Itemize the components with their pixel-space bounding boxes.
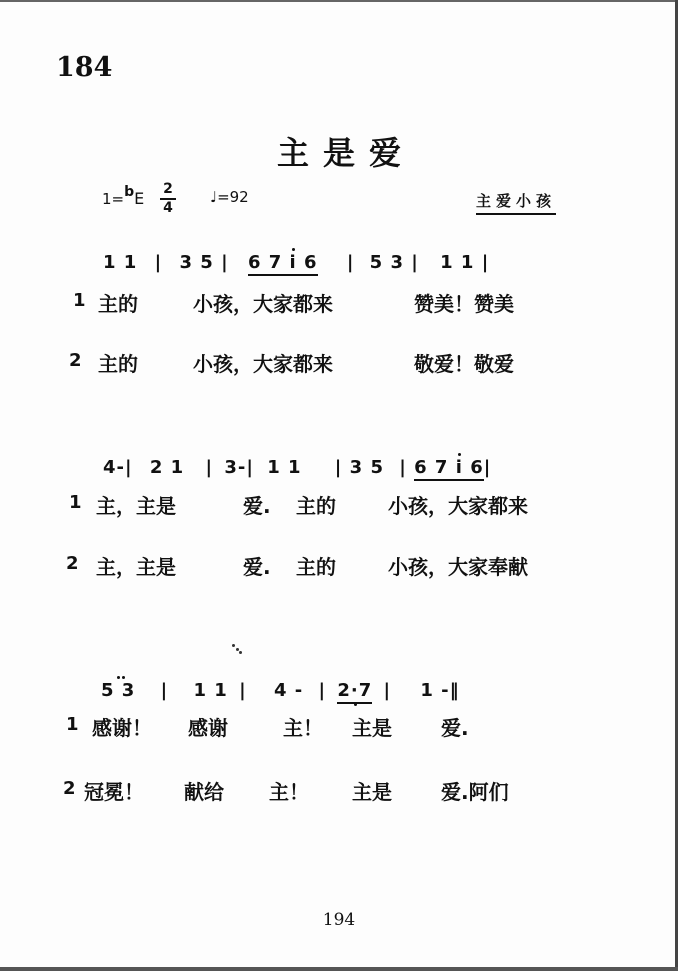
author-credit: 主爱小孩 [476, 190, 556, 215]
note-high: i [289, 252, 297, 273]
lyric: 赞美！赞美 [414, 292, 514, 316]
key-flat: b [124, 184, 135, 200]
note-group: 1 - [420, 680, 450, 701]
page-edge-bottom [0, 967, 678, 971]
lyric: 感谢！ [92, 716, 152, 740]
note-pair: 6 7 [247, 252, 283, 273]
barline: | [221, 252, 229, 273]
hymn-number: 184 [56, 52, 113, 83]
key-signature [102, 186, 144, 208]
barline: | [160, 680, 169, 701]
notes-system1 [103, 252, 489, 273]
lyric: 主，主是 [96, 555, 176, 579]
tempo-marking: ♩=92 [210, 188, 249, 206]
notes-system2 [103, 457, 491, 478]
lyric: 小孩，大家奉献 [388, 555, 528, 579]
note-high: i [455, 457, 463, 478]
verse-number: 2 [63, 778, 76, 799]
lyric: 冠冕！ [84, 780, 144, 804]
verse-number: 1 [66, 714, 79, 735]
lyric: 爱. [243, 494, 271, 518]
note-group-dotted-low: 2·7 [337, 680, 373, 701]
note-group: 1 1 [193, 680, 228, 701]
hymn-title: 主是爱 [276, 134, 415, 172]
barline: | [411, 252, 419, 273]
barline: | [246, 457, 254, 478]
lyric: 主的 [98, 352, 138, 376]
note-group: 1 1 [103, 252, 138, 273]
meter-top: 2 [163, 181, 173, 197]
barline: | [205, 457, 214, 478]
verse-number: 1 [69, 492, 82, 513]
lyric: 主是 [352, 780, 392, 804]
barline: | [346, 252, 355, 273]
page-number: 194 [322, 910, 356, 930]
lyric: 主！ [269, 780, 309, 804]
note-group: 5 3 [369, 252, 404, 273]
key-prefix: 1= [102, 190, 125, 208]
note: 6 [304, 252, 318, 273]
verse-number: 2 [66, 553, 79, 574]
barline: | [125, 457, 133, 478]
note-group: 3 5 [179, 252, 214, 273]
lyric: 爱. [441, 716, 469, 740]
lyric: 主是 [352, 716, 392, 740]
lyric: 小孩，大家都来 [193, 352, 333, 376]
verse-number: 1 [73, 290, 86, 311]
lyric: 感谢 [188, 716, 228, 740]
barline: | [154, 252, 163, 273]
notes-system3 [101, 680, 460, 701]
lyric: 主，主是 [96, 494, 176, 518]
barline: | [481, 252, 490, 273]
lyric: 主的 [296, 555, 336, 579]
meter-bottom: 4 [163, 199, 173, 216]
barline: | [334, 457, 343, 478]
note-group-dotted: 5 3 [101, 680, 136, 701]
verse-number: 2 [69, 350, 82, 371]
note-pair: 6 7 [414, 457, 449, 478]
final-barline: ‖ [449, 680, 460, 701]
note-group: 2 1 [149, 457, 185, 478]
note-group: 3- [224, 457, 247, 478]
note-group-beamed [414, 457, 484, 481]
key-note: E [134, 189, 145, 208]
barline: | [239, 680, 247, 701]
barline: | [483, 457, 492, 478]
note-group-beamed [337, 680, 372, 704]
barline: | [399, 457, 407, 478]
note: 6 [470, 457, 484, 478]
note-group-beamed [248, 252, 318, 276]
note-group: 1 1 [440, 252, 475, 273]
note-group: 1 1 [267, 457, 302, 478]
note-group: 3 5 [349, 457, 384, 478]
lyric: 小孩，大家都来 [193, 292, 333, 316]
note-group: 4- [103, 457, 125, 478]
lyric: 献给 [184, 780, 224, 804]
lyric: 爱. [243, 555, 271, 579]
lyric: 主的 [98, 292, 138, 316]
barline: | [383, 680, 392, 701]
note-group: 4 - [273, 680, 304, 701]
lyric: 主的 [296, 494, 336, 518]
scan-speck [232, 644, 242, 654]
lyric: 爱.阿们 [441, 780, 509, 804]
lyric: 主！ [283, 716, 323, 740]
time-signature [160, 182, 176, 216]
barline: | [318, 680, 327, 701]
lyric: 小孩，大家都来 [388, 494, 528, 518]
page-edge-top [0, 0, 678, 2]
lyric: 敬爱！敬爱 [414, 352, 514, 376]
